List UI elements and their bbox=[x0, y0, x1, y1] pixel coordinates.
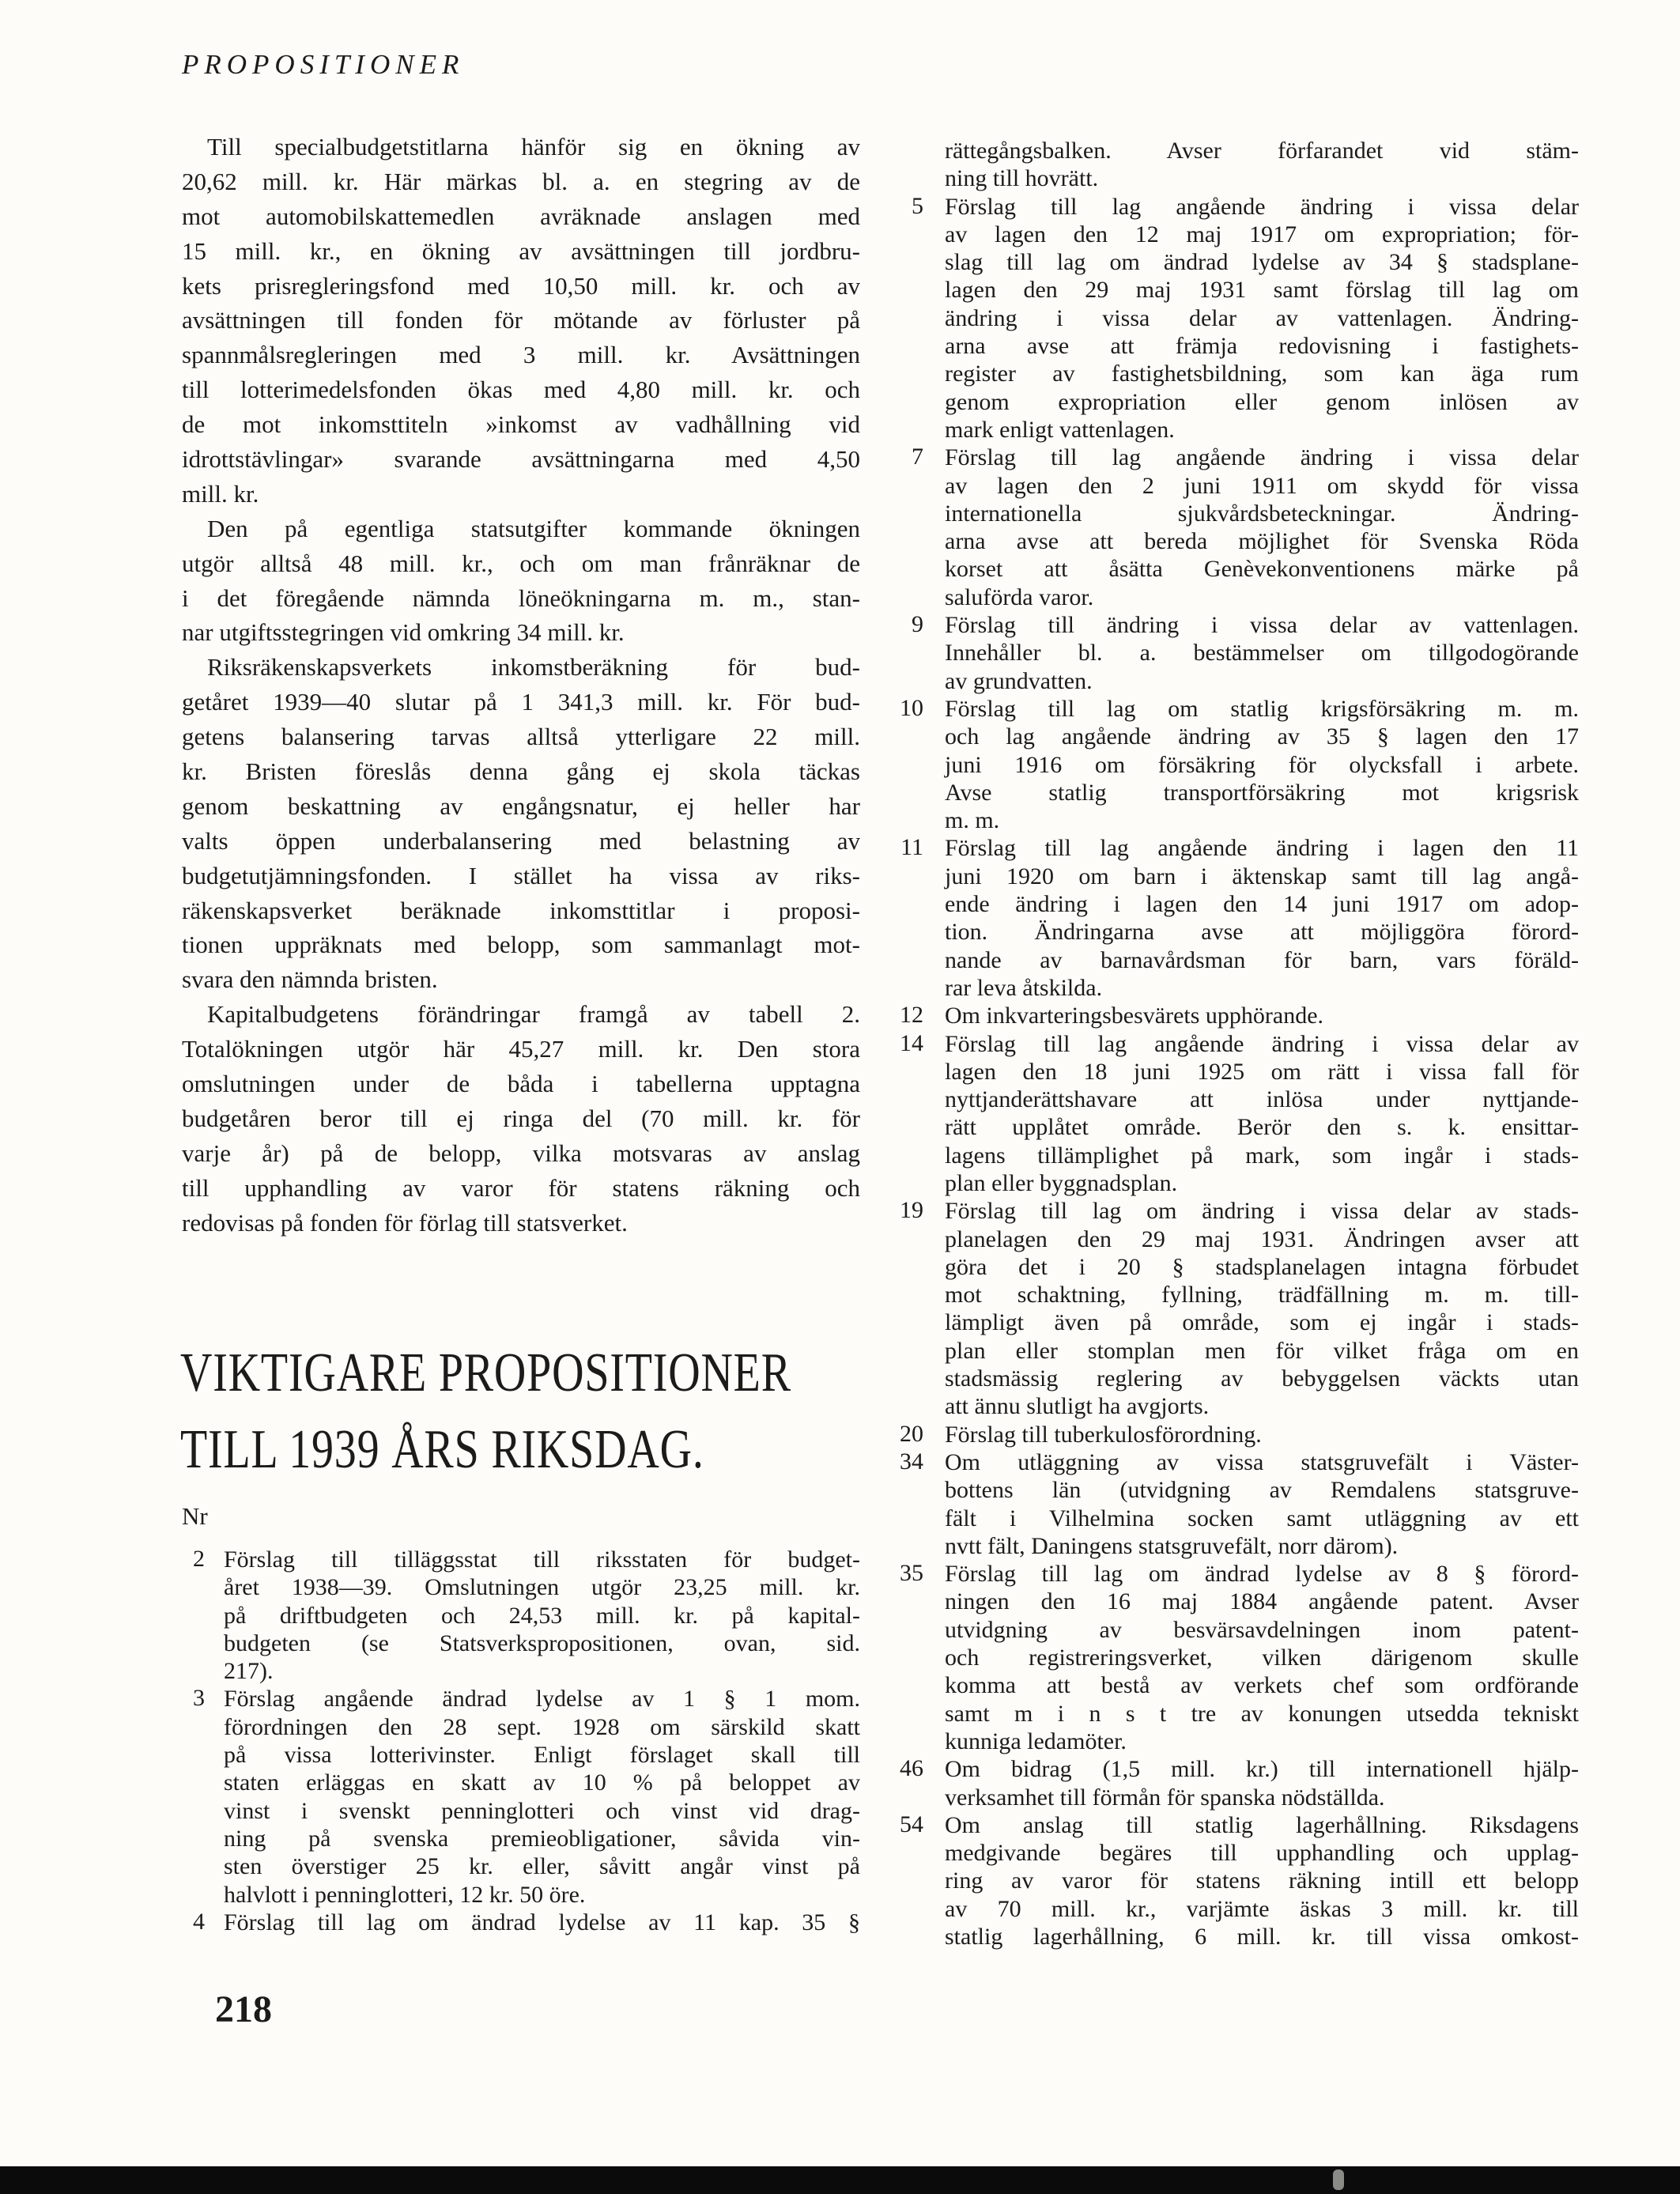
proposition-text bbox=[945, 1755, 1579, 1811]
section-heading-line-2: TILL 1939 ÅRS RIKSDAG. bbox=[180, 1419, 704, 1480]
text-line: getåret 1939—40 slutar på 1 341,3 mill. kr. För bud- bbox=[182, 688, 860, 716]
proposition-text bbox=[945, 193, 1579, 444]
proposition-text bbox=[945, 695, 1579, 834]
text-line: budgeten (se Statsverkspropositionen, ovan, sid. bbox=[224, 1629, 860, 1656]
text-line: planelagen den 29 maj 1931. Ändringen avser att bbox=[945, 1225, 1579, 1252]
proposition-number: 5 bbox=[912, 192, 923, 219]
text-line: plan eller stomplan men för vilket fråga om en bbox=[945, 1337, 1579, 1364]
text-line: rar leva åtskilda. bbox=[945, 974, 1103, 1001]
list-item bbox=[186, 1685, 860, 1908]
text-line: de mot inkomsttiteln »inkomst av vadhållning vid bbox=[182, 410, 860, 439]
text-line: Innehåller bl. a. bestämmelser om tillgodogörande bbox=[945, 640, 1579, 667]
text-line: Till specialbudgetstitlarna hänför sig en ökning av bbox=[207, 133, 860, 160]
text-line: juni 1920 om barn i äktenskap samt till lag angå- bbox=[945, 863, 1579, 889]
section-heading bbox=[180, 1335, 791, 1488]
text-line: på driftbudgeten och 24,53 mill. kr. på kapital- bbox=[224, 1602, 860, 1629]
text-line: nar utgiftsstegringen vid omkring 34 mill. kr. bbox=[182, 618, 625, 647]
running-head: PROPOSITIONER bbox=[182, 49, 465, 80]
list-item bbox=[885, 1811, 1579, 1950]
scan-artifact bbox=[1333, 2169, 1344, 2190]
text-line: medgivande begäres till upphandling och upplag- bbox=[945, 1840, 1579, 1867]
proposition-text bbox=[224, 1685, 860, 1908]
proposition-number: 46 bbox=[900, 1755, 923, 1782]
text-line: kets prisregleringsfond med 10,50 mill. kr. och av bbox=[182, 271, 860, 300]
text-line: lagen den 18 juni 1925 om rätt i vissa fall för bbox=[945, 1058, 1579, 1085]
text-line: ende ändring i lagen den 14 juni 1917 om adop- bbox=[945, 891, 1579, 918]
text-line: register av fastighetsbildning, som kan äga rum bbox=[945, 361, 1579, 387]
text-line: Förslag till lag om ändrad lydelse av 11 kap. 35 § bbox=[224, 1909, 860, 1935]
text-line: ning på svenska premieobligationer, såvida vin- bbox=[224, 1825, 860, 1852]
text-line: i det föregående nämnda löneökningarna m. m., stan- bbox=[182, 583, 860, 612]
text-line: mill. kr. bbox=[182, 479, 259, 508]
text-line: kr. Bristen föreslås denna gång ej skola täckas bbox=[182, 757, 860, 786]
proposition-number: 11 bbox=[900, 834, 923, 861]
text-line: omslutningen under de båda i tabellerna upptagna bbox=[182, 1070, 860, 1098]
proposition-text bbox=[945, 834, 1579, 1002]
proposition-number: 10 bbox=[900, 694, 923, 721]
text-line: ring av varor för statens räkning intill ett belopp bbox=[945, 1867, 1579, 1894]
propositions-list-left bbox=[186, 1546, 860, 1936]
proposition-number: 19 bbox=[900, 1197, 923, 1224]
text-line: lagen den 29 maj 1931 samt förslag till lag om bbox=[945, 277, 1579, 304]
text-line: Förslag till lag om statlig krigsförsäkring m. m. bbox=[945, 695, 1579, 722]
text-line: på vissa lotterivinster. Enligt förslaget skall till bbox=[224, 1742, 860, 1769]
proposition-number: 54 bbox=[900, 1811, 923, 1837]
text-line: juni 1916 om försäkring för olycksfall i arbete. bbox=[945, 751, 1579, 778]
text-line: slag till lag om ändrad lydelse av 34 § stadsplane- bbox=[945, 249, 1579, 276]
text-line: Om inkvarteringsbesvärets upphörande. bbox=[945, 1003, 1324, 1029]
list-item bbox=[186, 1546, 860, 1685]
text-line: förordningen den 28 sept. 1928 om särskild skatt bbox=[224, 1713, 860, 1740]
text-line: mark enligt vattenlagen. bbox=[945, 416, 1175, 443]
text-line: idrottstävlingar» svarande avsättningarna med 4,50 bbox=[182, 445, 860, 474]
text-line: nvtt fält, Daningens statsgruvefält, norr därom). bbox=[945, 1532, 1399, 1559]
text-line: rättegångsbalken. Avser förfarandet vid stäm- bbox=[945, 138, 1579, 164]
proposition-number: 4 bbox=[193, 1908, 205, 1935]
proposition-text bbox=[945, 1811, 1579, 1950]
list-item bbox=[885, 137, 1579, 193]
list-item bbox=[885, 1421, 1579, 1448]
text-line: nyttjanderättshavare att inlösa under nyttjande- bbox=[945, 1086, 1579, 1113]
paragraph bbox=[182, 512, 860, 651]
section-heading-line-1: VIKTIGARE PROPOSITIONER bbox=[180, 1342, 791, 1403]
text-line: redovisas på fonden för förlag till statsverket. bbox=[182, 1208, 628, 1237]
text-line: Om bidrag (1,5 mill. kr.) till internationell hjälp- bbox=[945, 1756, 1579, 1783]
text-line: nande av barnavårdsman för barn, vars föräld- bbox=[945, 946, 1579, 973]
proposition-number: 9 bbox=[912, 611, 923, 638]
text-line: Avse statlig transportförsäkring mot krigsrisk bbox=[945, 779, 1579, 806]
paragraph bbox=[182, 130, 860, 512]
text-line: Förslag till tilläggsstat till riksstaten för budget- bbox=[224, 1546, 860, 1573]
proposition-text bbox=[945, 1448, 1579, 1560]
text-line: året 1938—39. Omslutningen utgör 23,25 mill. kr. bbox=[224, 1574, 860, 1601]
text-line: mot automobilskattemedlen avräknade anslagen med bbox=[182, 202, 860, 230]
proposition-number: 35 bbox=[900, 1560, 923, 1587]
text-line: verksamhet till förmån för spanska nödställda. bbox=[945, 1784, 1385, 1811]
list-item bbox=[885, 611, 1579, 695]
list-number-label: Nr bbox=[182, 1502, 208, 1530]
text-line: av 70 mill. kr., varjämte äskas 3 mill. kr. till bbox=[945, 1895, 1579, 1922]
text-line: plan eller byggnadsplan. bbox=[945, 1169, 1178, 1196]
text-line: till upphandling av varor för statens räkning och bbox=[182, 1173, 860, 1202]
list-item bbox=[885, 193, 1579, 444]
text-line: Förslag till lag angående ändring i vissa delar av bbox=[945, 1030, 1579, 1057]
text-line: Förslag till lag angående ändring i vissa delar bbox=[945, 193, 1579, 220]
text-line: statlig lagerhållning, 6 mill. kr. till vissa omkost- bbox=[945, 1924, 1579, 1950]
text-line: m. m. bbox=[945, 807, 1000, 834]
proposition-text bbox=[945, 1002, 1579, 1029]
proposition-number: 34 bbox=[900, 1448, 923, 1475]
text-line: räkenskapsverket beräknade inkomsttitlar i proposi- bbox=[182, 896, 860, 924]
list-item bbox=[885, 1030, 1579, 1198]
left-column-body bbox=[182, 130, 860, 1240]
proposition-number: 2 bbox=[193, 1546, 205, 1572]
text-line: Förslag till lag om ändring i vissa delar av stads- bbox=[945, 1198, 1579, 1225]
proposition-text bbox=[945, 611, 1579, 695]
proposition-text bbox=[224, 1546, 860, 1685]
proposition-text bbox=[945, 444, 1579, 611]
text-line: kunniga ledamöter. bbox=[945, 1728, 1127, 1754]
list-item bbox=[885, 1002, 1579, 1029]
text-line: utvidgning av besvärsavdelningen inom patent- bbox=[945, 1616, 1579, 1643]
text-line: Förslag till ändring i vissa delar av vattenlagen. bbox=[945, 612, 1579, 639]
text-line: av lagen den 2 juni 1911 om skydd för vissa bbox=[945, 472, 1579, 499]
list-item bbox=[186, 1909, 860, 1936]
text-line: tion. Ändringarna avse att möjliggöra förord- bbox=[945, 919, 1579, 946]
text-line: Förslag till lag om ändrad lydelse av 8 § förord- bbox=[945, 1561, 1579, 1588]
proposition-text bbox=[224, 1909, 860, 1936]
text-line: av grundvatten. bbox=[945, 667, 1093, 694]
proposition-number: 7 bbox=[912, 444, 923, 470]
text-line: Förslag till lag angående ändring i vissa delar bbox=[945, 444, 1579, 471]
proposition-number: 14 bbox=[900, 1029, 923, 1056]
text-line: komma att bestå av verkets chef som ordförande bbox=[945, 1672, 1579, 1699]
text-line: stadsmässig reglering av bebyggelsen väckts utan bbox=[945, 1365, 1579, 1392]
text-line: internationella sjukvårdsbeteckningar. Ändring- bbox=[945, 500, 1579, 527]
text-line: lagens tillämplighet på mark, som ingår i stads- bbox=[945, 1142, 1579, 1169]
text-line: saluförda varor. bbox=[945, 583, 1094, 610]
text-line: till lotterimedelsfonden ökas med 4,80 mill. kr. och bbox=[182, 376, 860, 404]
text-line: Totalökningen utgör här 45,27 mill. kr. Den stora bbox=[182, 1035, 860, 1063]
text-line: att ännu slutligt ha avgjorts. bbox=[945, 1393, 1210, 1420]
text-line: samt m i n s t tre av konungen utsedda tekniskt bbox=[945, 1700, 1579, 1727]
text-line: avsättningen till fonden för mötande av förluster på bbox=[182, 306, 860, 334]
text-line: fält i Vilhelmina socken samt utläggning av ett bbox=[945, 1505, 1579, 1531]
text-line: tionen uppräknats med belopp, som sammanlagt mot- bbox=[182, 931, 860, 959]
text-line: Om utläggning av vissa statsgruvefält i Väster- bbox=[945, 1448, 1579, 1475]
text-line: Om anslag till statlig lagerhållning. Riksdagens bbox=[945, 1811, 1579, 1838]
text-line: lämpligt även på område, som ej ingår i stads- bbox=[945, 1309, 1579, 1336]
text-line: göra det i 20 § stadsplanelagen intagna förbudet bbox=[945, 1253, 1579, 1280]
scan-bottom-edge bbox=[0, 2166, 1680, 2194]
text-line: och registreringsverket, vilken därigenom skulle bbox=[945, 1645, 1579, 1671]
list-item bbox=[885, 1448, 1579, 1560]
proposition-text bbox=[945, 1421, 1579, 1448]
text-line: spannmålsregleringen med 3 mill. kr. Avsättningen bbox=[182, 341, 860, 369]
page-number: 218 bbox=[215, 1988, 272, 2030]
text-line: Förslag till tuberkulosförordning. bbox=[945, 1421, 1262, 1448]
text-line: getens balansering tarvas alltså ytterligare 22 mill. bbox=[182, 723, 860, 751]
text-line: Kapitalbudgetens förändringar framgå av tabell 2. bbox=[207, 1000, 860, 1029]
text-line: korset att åsätta Genèvekonventionens märke på bbox=[945, 556, 1579, 583]
text-line: Förslag till lag angående ändring i lagen den 11 bbox=[945, 835, 1579, 862]
list-item bbox=[885, 834, 1579, 1002]
text-line: bottens län (utvidgning av Remdalens statsgruve- bbox=[945, 1477, 1579, 1504]
text-line: 217). bbox=[224, 1658, 274, 1685]
proposition-text bbox=[945, 1030, 1579, 1198]
proposition-number: 12 bbox=[900, 1002, 923, 1029]
text-line: 20,62 mill. kr. Här märkas bl. a. en stegring av de bbox=[182, 167, 860, 195]
text-line: Den på egentliga statsutgifter kommande ökningen bbox=[207, 514, 860, 542]
text-line: arna avse att bereda möjlighet för Svenska Röda bbox=[945, 528, 1579, 555]
text-line: sten överstiger 25 kr. eller, såvitt angår vinst på bbox=[224, 1853, 860, 1880]
text-line: valts öppen underbalansering med belastning av bbox=[182, 826, 860, 855]
text-line: Riksräkenskapsverkets inkomstberäkning för bud- bbox=[207, 653, 860, 682]
text-line: budgetutjämningsfonden. I stället ha vissa av riks- bbox=[182, 861, 860, 889]
proposition-text bbox=[945, 1197, 1579, 1420]
text-line: halvlott i penninglotteri, 12 kr. 50 öre. bbox=[224, 1881, 586, 1908]
list-item bbox=[885, 1755, 1579, 1811]
text-line: och lag angående ändring av 35 § lagen den 17 bbox=[945, 723, 1579, 750]
text-line: Förslag angående ändrad lydelse av 1 § 1 mom. bbox=[224, 1686, 860, 1713]
list-item bbox=[885, 1560, 1579, 1755]
text-line: ändring i vissa delar av vattenlagen. Ändring- bbox=[945, 304, 1579, 331]
text-line: arna avse att främja redovisning i fastighets- bbox=[945, 333, 1579, 360]
list-item bbox=[885, 444, 1579, 611]
list-item bbox=[885, 695, 1579, 834]
list-item bbox=[885, 1197, 1579, 1420]
propositions-list-right bbox=[885, 137, 1579, 1950]
text-line: ningen den 16 maj 1884 angående patent. Avser bbox=[945, 1588, 1579, 1615]
paragraph bbox=[182, 650, 860, 997]
text-line: mot schaktning, fyllning, trädfällning m. m. till- bbox=[945, 1282, 1579, 1308]
text-line: genom beskattning av engångsnatur, ej heller har bbox=[182, 791, 860, 820]
proposition-text bbox=[945, 1560, 1579, 1755]
paragraph bbox=[182, 997, 860, 1240]
text-line: budgetåren beror till ej ringa del (70 mill. kr. för bbox=[182, 1104, 860, 1132]
proposition-number: 20 bbox=[900, 1420, 923, 1447]
text-line: 15 mill. kr., en ökning av avsättningen till jordbru- bbox=[182, 236, 860, 265]
text-line: genom expropriation eller genom inlösen av bbox=[945, 388, 1579, 415]
text-line: rätt upplåtet område. Berör den s. k. ensittar- bbox=[945, 1114, 1579, 1141]
text-line: staten erläggas en skatt av 10 % på beloppet av bbox=[224, 1769, 860, 1796]
text-line: ning till hovrätt. bbox=[945, 165, 1099, 192]
text-line: vinst i svenskt penninglotteri och vinst vid drag- bbox=[224, 1797, 860, 1824]
proposition-number: 3 bbox=[193, 1685, 205, 1712]
text-line: av lagen den 12 maj 1917 om expropriation; för- bbox=[945, 221, 1579, 247]
text-line: utgör alltså 48 mill. kr., och om man frånräknar de bbox=[182, 549, 860, 577]
text-line: varje år) på de belopp, vilka motsvaras av anslag bbox=[182, 1139, 860, 1167]
text-line: svara den nämnda bristen. bbox=[182, 965, 438, 994]
proposition-text bbox=[945, 137, 1579, 193]
